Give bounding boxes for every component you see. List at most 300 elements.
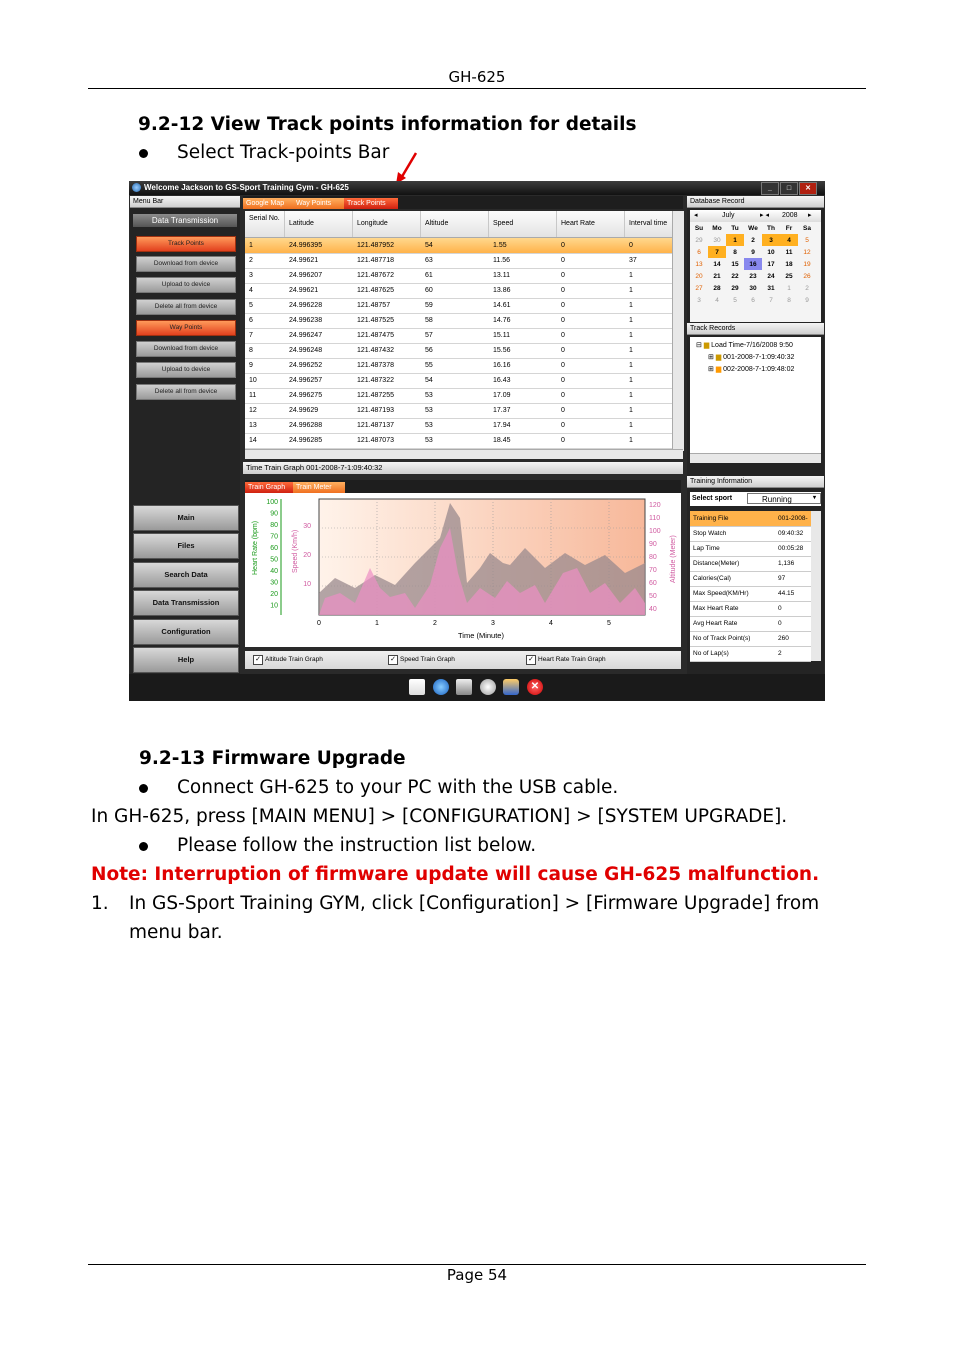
table-cell: 24.99621 bbox=[289, 287, 319, 294]
download-way-button[interactable]: Download from device bbox=[136, 341, 236, 357]
x-axis bbox=[317, 620, 611, 627]
training-value: 00:05:28 bbox=[778, 545, 804, 552]
table-row[interactable] bbox=[245, 433, 675, 449]
calendar-day[interactable]: 11 bbox=[785, 248, 793, 256]
calendar-day[interactable]: 2 bbox=[751, 236, 755, 244]
train-graph bbox=[245, 493, 681, 647]
training-row[interactable] bbox=[690, 631, 811, 647]
tab-google-map[interactable]: Google Map bbox=[243, 198, 293, 209]
tab-way-points[interactable]: Way Points bbox=[293, 198, 345, 209]
table-cell: 1 bbox=[629, 422, 633, 429]
table-cell: 54 bbox=[425, 242, 433, 249]
table-cell: 61 bbox=[425, 272, 433, 279]
users-icon[interactable] bbox=[503, 679, 519, 695]
table-cell: 0 bbox=[561, 392, 565, 399]
training-value: 0 bbox=[778, 620, 782, 627]
tab-track-points[interactable]: Track Points bbox=[344, 198, 398, 209]
calendar-day[interactable]: 7 bbox=[708, 246, 726, 258]
speed-checkbox-label: Speed Train Graph bbox=[400, 656, 455, 663]
training-info-table bbox=[690, 511, 811, 661]
table-cell: 53 bbox=[425, 437, 433, 444]
training-label: Calories(Cal) bbox=[693, 575, 731, 582]
table-cell: 12 bbox=[249, 407, 257, 414]
calendar-day[interactable]: 19 bbox=[803, 260, 811, 268]
table-cell: 121.487322 bbox=[357, 377, 394, 384]
weekday-label: Su bbox=[694, 224, 704, 232]
bottom-toolbar bbox=[129, 674, 825, 701]
instruction-line: In GH-625, press [MAIN MENU] > [CONFIGURATION] > [SYSTEM UPGRADE]. bbox=[91, 806, 788, 827]
table-cell: 13.86 bbox=[493, 287, 511, 294]
alt-tick: 40 bbox=[649, 606, 657, 613]
calendar-day[interactable]: 13 bbox=[695, 260, 703, 268]
calendar-day[interactable]: 14 bbox=[713, 260, 721, 268]
next-month-icon[interactable]: ▸ ◂ bbox=[760, 212, 769, 219]
table-cell: 17.09 bbox=[493, 392, 511, 399]
tree-item[interactable]: ⊞ ▆ 002-2008-7-1:09:48:02 bbox=[708, 366, 795, 373]
hr-axis-label: Heart Rate (bpm) bbox=[252, 520, 259, 575]
table-cell: 11.56 bbox=[493, 257, 510, 264]
speed-axis-label: Speed (Km/h) bbox=[292, 529, 299, 573]
calendar-day[interactable]: 16 bbox=[744, 258, 762, 270]
table-cell: 0 bbox=[561, 377, 565, 384]
way-points-button[interactable]: Way Points bbox=[136, 320, 236, 336]
col-longitude[interactable]: Longitude bbox=[353, 211, 421, 237]
weekday-label: We bbox=[748, 224, 758, 232]
file-icon: ▆ bbox=[715, 366, 722, 373]
table-cell: 24.996275 bbox=[289, 392, 323, 399]
configuration-button[interactable]: Configuration bbox=[133, 619, 239, 645]
tree-item[interactable]: ⊞ ▆ 001-2008-7-1:09:40:32 bbox=[708, 354, 795, 361]
chevron-down-icon[interactable]: ▾ bbox=[813, 495, 817, 501]
calendar-grid bbox=[690, 222, 816, 306]
table-cell: 1 bbox=[629, 332, 633, 339]
select-sport-dropdown[interactable]: Running bbox=[747, 493, 821, 504]
calendar-day[interactable]: 4 bbox=[780, 234, 798, 246]
alt-tick: 110 bbox=[649, 515, 661, 522]
hr-tick: 30 bbox=[270, 579, 278, 587]
table-cell: 24.996238 bbox=[289, 317, 323, 324]
weekday-label: Th bbox=[767, 224, 775, 232]
table-cell: 1 bbox=[629, 272, 633, 279]
delete-track-button[interactable]: Delete all from device bbox=[136, 299, 236, 315]
col-interval[interactable]: Interval time bbox=[625, 211, 675, 237]
table-row[interactable] bbox=[245, 373, 675, 389]
database-record-header: Database Record bbox=[687, 196, 824, 208]
data-transmission-button[interactable]: Data Transmission bbox=[133, 590, 239, 616]
folder-icon: ▆ bbox=[703, 342, 710, 349]
table-cell: 1 bbox=[629, 317, 633, 324]
table-cell: 7 bbox=[249, 332, 253, 339]
table-cell: 24.996248 bbox=[289, 347, 323, 354]
speed-checkbox[interactable]: ✓ bbox=[388, 655, 398, 665]
table-cell: 15.11 bbox=[493, 332, 510, 339]
calendar-day[interactable]: 27 bbox=[695, 284, 703, 292]
track-points-button[interactable]: Track Points bbox=[136, 236, 236, 252]
table-cell: 0 bbox=[561, 242, 565, 249]
table-cell: 24.99629 bbox=[289, 407, 319, 414]
files-button[interactable]: Files bbox=[133, 533, 239, 559]
upload-way-button[interactable]: Upload to device bbox=[136, 362, 236, 378]
table-cell: 53 bbox=[425, 422, 433, 429]
calendar-day[interactable]: 29 bbox=[695, 236, 703, 244]
table-row[interactable] bbox=[245, 313, 675, 329]
table-cell: 14 bbox=[249, 437, 257, 444]
view-tabs bbox=[243, 196, 683, 209]
warning-note: Note: Interruption of firmware update will cause GH-625 malfunction. bbox=[91, 864, 820, 885]
table-cell: 0 bbox=[561, 302, 565, 309]
calendar-day[interactable]: 2 bbox=[805, 284, 809, 292]
calendar-day[interactable]: 5 bbox=[733, 296, 737, 304]
training-row[interactable] bbox=[690, 511, 811, 527]
search-data-button[interactable]: Search Data bbox=[133, 562, 239, 588]
table-cell: 121.487073 bbox=[357, 437, 394, 444]
training-value: 97 bbox=[778, 575, 786, 582]
section-heading-track-points: 9.2-12 View Track points information for details bbox=[138, 114, 637, 135]
calendar-day[interactable]: 4 bbox=[715, 296, 719, 304]
calendar bbox=[690, 210, 821, 322]
table-cell: 57 bbox=[425, 332, 433, 339]
col-speed[interactable]: Speed bbox=[489, 211, 557, 237]
alt-tick: 90 bbox=[649, 541, 657, 548]
calendar-day[interactable]: 6 bbox=[697, 248, 701, 256]
section-heading-firmware: 9.2-13 Firmware Upgrade bbox=[139, 748, 406, 769]
training-scrollbar[interactable] bbox=[811, 511, 821, 661]
table-row[interactable] bbox=[245, 403, 675, 419]
table-cell: 0 bbox=[561, 317, 565, 324]
training-row[interactable] bbox=[690, 571, 811, 587]
col-serial[interactable]: Serial No. bbox=[245, 211, 285, 237]
calendar-day[interactable]: 26 bbox=[803, 272, 811, 280]
table-cell: 0 bbox=[561, 422, 565, 429]
table-cell: 0 bbox=[561, 407, 565, 414]
next-year-icon[interactable]: ▸ bbox=[808, 212, 812, 219]
table-cell: 1 bbox=[629, 287, 633, 294]
table-cell: 8 bbox=[249, 347, 253, 354]
training-label: Lap Time bbox=[693, 545, 720, 552]
table-cell: 53 bbox=[425, 392, 433, 399]
table-cell: 121.487475 bbox=[357, 332, 394, 339]
alt-axis bbox=[649, 502, 661, 613]
table-cell: 1 bbox=[629, 377, 633, 384]
table-cell: 0 bbox=[629, 242, 633, 249]
table-cell: 1 bbox=[249, 242, 253, 249]
col-altitude[interactable]: Altitude bbox=[421, 211, 489, 237]
x-tick: 3 bbox=[491, 620, 495, 627]
training-row[interactable] bbox=[690, 526, 811, 542]
table-cell: 24.996228 bbox=[289, 302, 323, 309]
training-label: Max Heart Rate bbox=[693, 605, 739, 612]
minimize-button[interactable]: _ bbox=[761, 182, 779, 195]
calendar-day[interactable]: 29 bbox=[731, 284, 739, 292]
table-cell: 0 bbox=[561, 287, 565, 294]
training-label: Distance(Meter) bbox=[693, 560, 740, 567]
close-button[interactable]: ✕ bbox=[799, 182, 817, 195]
table-cell: 60 bbox=[425, 287, 433, 294]
calendar-day[interactable]: 7 bbox=[769, 296, 773, 304]
calendar-day[interactable]: 23 bbox=[749, 272, 757, 280]
tab-train-meter[interactable]: Train Meter bbox=[293, 482, 345, 493]
table-cell: 24.996252 bbox=[289, 362, 323, 369]
table-cell: 63 bbox=[425, 257, 433, 264]
table-cell: 55 bbox=[425, 362, 433, 369]
training-row[interactable] bbox=[690, 616, 811, 632]
hr-tick: 90 bbox=[270, 510, 278, 518]
table-cell: 1 bbox=[629, 362, 633, 369]
training-row[interactable] bbox=[690, 646, 811, 662]
table-cell: 4 bbox=[249, 287, 253, 294]
training-value: 0 bbox=[778, 605, 782, 612]
table-cell: 53 bbox=[425, 407, 433, 414]
calendar-day[interactable]: 1 bbox=[787, 284, 791, 292]
footer-rule bbox=[88, 1264, 866, 1265]
table-cell: 1 bbox=[629, 437, 633, 444]
table-row[interactable] bbox=[245, 388, 675, 404]
bullet-select-track-points: Select Track-points Bar bbox=[177, 142, 390, 163]
upload-track-button[interactable]: Upload to device bbox=[136, 277, 236, 293]
table-row[interactable] bbox=[245, 238, 675, 254]
training-label: No of Track Point(s) bbox=[693, 635, 751, 642]
weekday-label: Sa bbox=[803, 224, 811, 232]
delete-way-button[interactable]: Delete all from device bbox=[136, 384, 236, 400]
page-header: GH-625 bbox=[448, 68, 506, 86]
table-cell: 6 bbox=[249, 317, 253, 324]
table-cell: 16.43 bbox=[493, 377, 511, 384]
table-cell: 13.11 bbox=[493, 272, 510, 279]
table-cell: 121.487378 bbox=[357, 362, 394, 369]
table-cell: 58 bbox=[425, 317, 433, 324]
table-cell: 24.99621 bbox=[289, 257, 319, 264]
graph-title: Time Train Graph 001-2008-7-1:09:40:32 bbox=[243, 462, 683, 474]
table-cell: 10 bbox=[249, 377, 257, 384]
table-cell: 17.37 bbox=[493, 407, 511, 414]
x-tick: 5 bbox=[607, 620, 611, 627]
table-cell: 121.487672 bbox=[357, 272, 394, 279]
training-value: 001-2008- bbox=[778, 515, 808, 522]
table-header bbox=[245, 211, 675, 238]
training-label: Training File bbox=[693, 515, 729, 522]
table-cell: 121.487625 bbox=[357, 287, 394, 294]
graph-options bbox=[245, 651, 681, 669]
calendar-day[interactable]: 21 bbox=[713, 272, 721, 280]
tree-item-label: 001-2008-7-1:09:40:32 bbox=[723, 354, 795, 361]
table-row[interactable] bbox=[245, 253, 675, 269]
exit-icon[interactable]: ✕ bbox=[527, 679, 543, 695]
calendar-day[interactable]: 17 bbox=[767, 260, 775, 268]
app-title: Welcome Jackson to GS-Sport Training Gym - GH-625 bbox=[144, 183, 349, 192]
prev-month-icon[interactable]: ◂ bbox=[694, 212, 698, 219]
hr-tick: 60 bbox=[270, 545, 278, 552]
calendar-day[interactable]: 10 bbox=[767, 248, 775, 256]
calendar-day[interactable]: 22 bbox=[731, 272, 739, 280]
table-row[interactable] bbox=[245, 298, 675, 314]
training-label: Stop Watch bbox=[693, 530, 727, 537]
calendar-day[interactable]: 15 bbox=[731, 260, 739, 268]
alt-tick: 120 bbox=[649, 502, 661, 509]
calendar-day[interactable]: 1 bbox=[726, 234, 744, 246]
table-cell: 1.55 bbox=[493, 242, 507, 249]
table-vertical-scrollbar[interactable] bbox=[672, 211, 684, 451]
download-track-button[interactable]: Download from device bbox=[136, 256, 236, 272]
calendar-month[interactable]: July bbox=[722, 212, 735, 219]
track-records-tree bbox=[690, 337, 821, 463]
table-cell: 15.56 bbox=[493, 347, 511, 354]
table-cell: 24.996288 bbox=[289, 422, 323, 429]
training-label: Avg Heart Rate bbox=[693, 620, 738, 627]
hr-axis bbox=[266, 499, 278, 610]
hr-tick: 10 bbox=[270, 602, 278, 610]
training-label: No of Lap(s) bbox=[693, 650, 729, 657]
calendar-day[interactable]: 25 bbox=[785, 272, 793, 280]
table-cell: 121.487718 bbox=[357, 257, 394, 264]
calendar-day[interactable]: 18 bbox=[785, 260, 793, 268]
table-cell: 9 bbox=[249, 362, 253, 369]
file-icon: ▆ bbox=[715, 354, 722, 361]
table-cell: 0 bbox=[561, 332, 565, 339]
calendar-day[interactable]: 12 bbox=[803, 248, 811, 256]
graph-tabs bbox=[245, 480, 681, 493]
training-row[interactable] bbox=[690, 541, 811, 557]
calendar-day[interactable]: 3 bbox=[762, 234, 780, 246]
table-cell: 121.487137 bbox=[357, 422, 394, 429]
table-cell: 1 bbox=[629, 347, 633, 354]
calendar-day[interactable]: 20 bbox=[695, 272, 703, 280]
table-cell: 0 bbox=[561, 437, 565, 444]
calendar-year[interactable]: 2008 bbox=[782, 212, 798, 219]
speed-tick: 20 bbox=[303, 552, 311, 559]
weekday-label: Fr bbox=[785, 224, 793, 232]
calendar-day[interactable]: 30 bbox=[749, 284, 757, 292]
calendar-day[interactable]: 9 bbox=[751, 248, 755, 256]
training-label: Max Speed(KM/Hr) bbox=[693, 590, 749, 597]
table-cell: 24.996285 bbox=[289, 437, 323, 444]
speed-axis bbox=[303, 523, 311, 588]
new-file-icon[interactable] bbox=[409, 679, 425, 695]
hr-tick: 70 bbox=[270, 533, 278, 541]
heart-rate-checkbox[interactable]: ✓ bbox=[526, 655, 536, 665]
calendar-day[interactable]: 31 bbox=[767, 284, 775, 292]
training-row[interactable] bbox=[690, 586, 811, 602]
clock-icon[interactable] bbox=[480, 679, 496, 695]
col-latitude[interactable]: Latitude bbox=[285, 211, 353, 237]
table-cell: 24.996207 bbox=[289, 272, 323, 279]
bullet-icon bbox=[139, 149, 148, 158]
calendar-day[interactable]: 3 bbox=[697, 296, 701, 304]
calendar-day[interactable]: 6 bbox=[751, 296, 755, 304]
table-cell: 121.487525 bbox=[357, 317, 394, 324]
alt-tick: 100 bbox=[649, 528, 661, 535]
weekday-label: Tu bbox=[731, 224, 739, 232]
table-row[interactable] bbox=[245, 418, 675, 434]
training-value: 1,136 bbox=[778, 560, 795, 567]
table-cell: 1 bbox=[629, 392, 633, 399]
train-graph-svg bbox=[245, 493, 681, 647]
col-heart-rate[interactable]: Heart Rate bbox=[557, 211, 625, 237]
table-cell: 14.76 bbox=[493, 317, 511, 324]
maximize-button[interactable]: □ bbox=[780, 182, 798, 195]
table-cell: 0 bbox=[561, 347, 565, 354]
table-cell: 17.94 bbox=[493, 422, 511, 429]
right-panel bbox=[687, 196, 824, 674]
table-cell: 0 bbox=[561, 257, 565, 264]
speed-tick: 30 bbox=[303, 523, 311, 530]
select-sport-row bbox=[690, 492, 821, 506]
table-cell: 11 bbox=[249, 392, 257, 399]
calendar-day[interactable]: 8 bbox=[787, 296, 791, 304]
table-cell: 2 bbox=[249, 257, 253, 264]
table-row[interactable] bbox=[245, 343, 675, 359]
table-cell: 0 bbox=[561, 272, 565, 279]
table-cell: 5 bbox=[249, 302, 253, 309]
alt-tick: 60 bbox=[649, 580, 657, 587]
track-records-header: Track Records bbox=[687, 323, 824, 335]
hr-tick: 20 bbox=[270, 591, 278, 598]
main-button[interactable]: Main bbox=[133, 505, 239, 531]
table-row[interactable] bbox=[245, 268, 675, 284]
table-cell: 18.45 bbox=[493, 437, 511, 444]
map-icon[interactable] bbox=[456, 679, 472, 695]
table-cell: 14.61 bbox=[493, 302, 511, 309]
bullet-icon bbox=[139, 842, 148, 851]
alt-tick: 80 bbox=[649, 554, 657, 561]
hr-tick: 80 bbox=[270, 522, 278, 529]
table-cell: 121.487255 bbox=[357, 392, 394, 399]
app-title-bar bbox=[129, 181, 825, 195]
calendar-day[interactable]: 24 bbox=[767, 272, 775, 280]
alt-tick: 50 bbox=[649, 593, 657, 600]
bullet-connect: Connect GH-625 to your PC with the USB cable. bbox=[177, 777, 619, 798]
table-horizontal-scrollbar[interactable] bbox=[245, 449, 683, 459]
page-number: Page 54 bbox=[446, 1266, 508, 1284]
tree-item-label: 002-2008-7-1:09:48:02 bbox=[723, 366, 795, 373]
altitude-checkbox[interactable]: ✓ bbox=[253, 655, 263, 665]
altitude-checkbox-label: Altitude Train Graph bbox=[265, 656, 323, 663]
header-rule bbox=[88, 88, 866, 89]
tree-root-label: Load Time-7/16/2008 9:50 bbox=[711, 342, 793, 349]
calendar-day[interactable]: 8 bbox=[733, 248, 737, 256]
training-row[interactable] bbox=[690, 601, 811, 617]
tree-root[interactable]: ⊟ ▆ Load Time-7/16/2008 9:50 bbox=[696, 342, 793, 349]
table-row[interactable] bbox=[245, 283, 675, 299]
table-row[interactable] bbox=[245, 358, 675, 374]
calendar-day[interactable]: 28 bbox=[713, 284, 721, 292]
table-cell: 24.996247 bbox=[289, 332, 323, 339]
table-cell: 37 bbox=[629, 257, 637, 264]
globe-icon[interactable] bbox=[433, 679, 449, 695]
training-row[interactable] bbox=[690, 556, 811, 572]
table-cell: 121.487952 bbox=[357, 242, 394, 249]
x-tick: 4 bbox=[549, 620, 553, 627]
x-tick: 1 bbox=[375, 620, 379, 627]
table-cell: 13 bbox=[249, 422, 257, 429]
speed-tick: 10 bbox=[303, 581, 311, 588]
table-cell: 1 bbox=[629, 302, 633, 309]
calendar-day[interactable]: 30 bbox=[713, 236, 721, 244]
training-value: 44.15 bbox=[778, 590, 795, 597]
tree-scrollbar[interactable] bbox=[690, 453, 821, 463]
training-value: 09:40:32 bbox=[778, 530, 804, 537]
calendar-day[interactable]: 5 bbox=[805, 236, 809, 244]
tab-train-graph[interactable]: Train Graph bbox=[245, 482, 295, 493]
help-button[interactable]: Help bbox=[133, 647, 239, 673]
table-row[interactable] bbox=[245, 328, 675, 344]
heart-rate-checkbox-label: Heart Rate Train Graph bbox=[538, 656, 606, 663]
weekday-label: Mo bbox=[712, 224, 722, 232]
table-cell: 121.487193 bbox=[357, 407, 394, 414]
data-transmission-header: Data Transmission bbox=[133, 214, 237, 227]
calendar-day[interactable]: 9 bbox=[805, 296, 809, 304]
app-logo-icon bbox=[132, 183, 141, 192]
menu-bar-header: Menu Bar bbox=[130, 196, 240, 208]
